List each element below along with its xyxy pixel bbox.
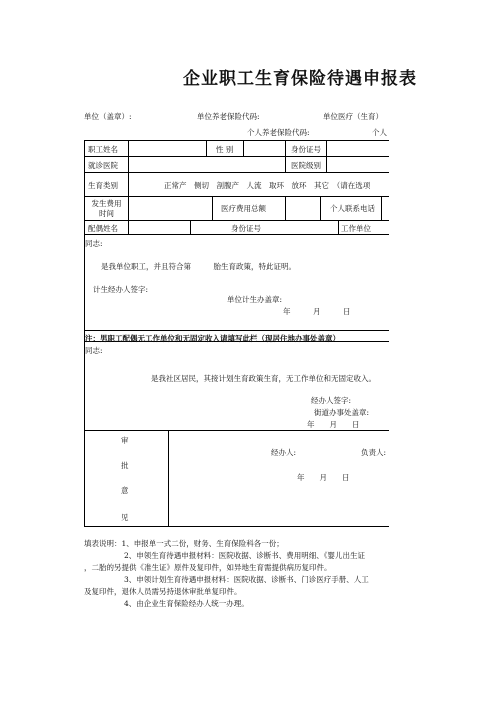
personal-pension-code-label: 个人养老保险代码:	[247, 128, 310, 137]
approval-date: 年 月 日	[297, 473, 350, 482]
approval-char: 审	[121, 436, 129, 445]
section2-handler-sign: 经办人签字:	[311, 396, 352, 405]
unit-medical-code-label: 单位医疗（生育）	[323, 112, 383, 121]
col-divider	[326, 141, 327, 172]
notes-line-1: 填表说明：1、申报单一式二份，财务、生育保险科各一份；	[84, 539, 284, 548]
row-divider	[85, 234, 389, 235]
section1-handler-sign: 计生经办人签字:	[93, 285, 149, 294]
spouse-id-label: 身份证号	[231, 224, 261, 233]
employee-name-label: 职工姓名	[88, 145, 118, 154]
col-divider	[206, 141, 207, 156]
row-divider	[85, 330, 389, 331]
section2-date: 年 月 日	[307, 420, 360, 429]
contact-phone-label: 个人联系电话	[330, 204, 375, 213]
section1-greeting: 同志:	[85, 239, 103, 248]
approval-responsible-label: 负责人:	[361, 448, 387, 457]
unit-pension-code-label: 单位养老保险代码:	[197, 112, 260, 121]
expense-date-label-1: 发生费用	[91, 199, 122, 208]
notes-line-6: 4、由企业生育保险经办人统一办理。	[124, 599, 249, 608]
spouse-name-label: 配偶姓名	[88, 224, 118, 233]
approval-char: 见	[121, 513, 129, 522]
col-divider	[285, 141, 286, 172]
col-divider	[190, 220, 191, 234]
hospital-level-label: 医院级别	[291, 161, 321, 170]
gender-label: 性 别	[216, 145, 234, 154]
hospital-label: 就诊医院	[88, 161, 118, 170]
work-unit-label: 工作单位	[341, 224, 371, 233]
birth-type-options: 正常产 侧切 剖腹产 人流 取环 放环 其它 （请在选项	[164, 181, 371, 190]
section2-note: 注：男职工配偶无工作单位和无固定收入请填写此栏（现居住地办事处盖章）	[85, 334, 340, 343]
col-divider	[338, 220, 339, 234]
section2-greeting: 同志:	[85, 346, 103, 355]
row-divider	[85, 172, 389, 173]
section2-statement: 是我社区居民，其接计划生育政策生育，无工作单位和无固定收入。	[151, 374, 376, 383]
col-divider	[212, 196, 213, 220]
personal-label-truncated: 个人	[372, 128, 387, 137]
notes-line-2: 2、申领生育待遇申报材料：医院收据、诊断书、费用明细、《婴儿出生证	[124, 551, 366, 560]
section1-unit-seal: 单位计生办盖章:	[227, 295, 283, 304]
medical-total-label: 医疗费用总额	[221, 204, 266, 213]
row-divider	[85, 220, 389, 221]
approval-char: 批	[121, 461, 129, 470]
section1-date: 年 月 日	[283, 307, 351, 316]
page-title: 企业职工生育保险待遇申报表	[183, 69, 417, 89]
col-divider	[243, 141, 244, 156]
row-divider	[85, 156, 389, 157]
approval-char: 意	[121, 486, 129, 495]
approval-handler-label: 经办人:	[271, 448, 297, 457]
notes-line-4: 3、申领计划生育待遇申报材料：医院收据、诊断书、门诊医疗手册、人工	[124, 575, 369, 584]
notes-line-3: ，二胎的另提供《准生证》原件及复印件，如异地生育需提供病历复印件。	[84, 563, 332, 572]
section2-office-seal: 街道办事处盖章:	[314, 408, 370, 417]
row-divider	[85, 196, 389, 197]
row-divider	[85, 430, 389, 431]
notes-line-5: 及复印件，退休人员需另持退休审批单复印件。	[84, 587, 242, 596]
birth-type-label: 生育类别	[88, 181, 118, 190]
col-divider	[381, 196, 382, 220]
col-divider	[128, 141, 129, 234]
expense-date-label-2: 时间	[99, 209, 114, 218]
form-table	[84, 140, 389, 527]
unit-seal-label: 单位（盖章）:	[84, 112, 132, 121]
col-divider	[285, 196, 286, 220]
id-number-label: 身份证号	[291, 145, 321, 154]
section1-statement: 是我单位职工，并且符合第 胎生育政策，特此证明。	[101, 262, 296, 271]
col-divider	[320, 196, 321, 220]
col-divider	[168, 430, 169, 526]
